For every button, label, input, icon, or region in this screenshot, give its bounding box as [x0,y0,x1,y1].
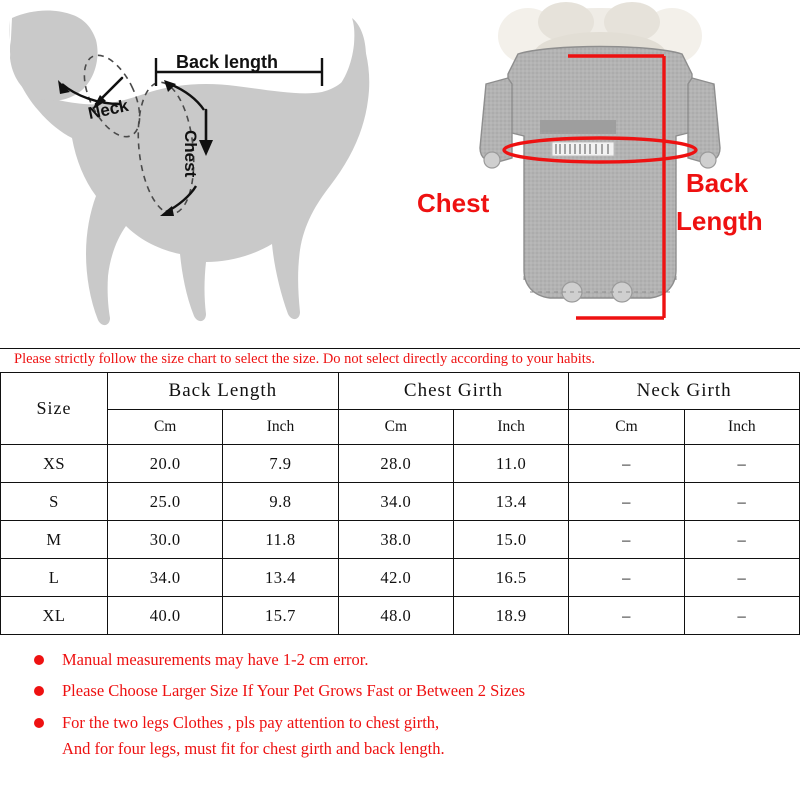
cell-chest-inch: 18.9 [453,597,568,635]
note-item [0,712,800,761]
table-header-units [1,410,800,445]
header-unit-chest-cm: Cm [338,410,453,445]
cell-back-cm: 40.0 [108,597,223,635]
dog-label-neck: Neck [86,95,131,124]
right-sleeve [688,78,720,162]
cell-chest-cm: 42.0 [338,559,453,597]
cell-size: XL [1,597,108,635]
cell-back-cm: 25.0 [108,483,223,521]
cell-back-inch: 15.7 [223,597,338,635]
table-row [1,521,800,559]
warning-bar [0,348,800,372]
right-cuff-button [700,152,716,168]
note-subtext: And for four legs, must fit for chest girth and back length. [62,738,445,758]
coat-label-back: Back [686,168,749,198]
cell-back-inch: 9.8 [223,483,338,521]
header-back-length: Back Length [108,373,339,410]
header-neck-girth: Neck Girth [569,373,800,410]
header-unit-neck-inch: Inch [684,410,799,445]
bullet-icon [34,655,44,665]
cell-back-cm: 30.0 [108,521,223,559]
header-unit-chest-inch: Inch [453,410,568,445]
cell-back-inch: 13.4 [223,559,338,597]
cell-size: L [1,559,108,597]
header-chest-girth: Chest Girth [338,373,569,410]
coat-label-chest: Chest [417,188,490,218]
coat-pocket [540,120,616,134]
cell-size: XS [1,445,108,483]
table-row [1,483,800,521]
cell-size: S [1,483,108,521]
cell-neck-inch: – [684,597,799,635]
table-row [1,445,800,483]
cell-chest-inch: 13.4 [453,483,568,521]
coat-diagram [400,0,800,348]
left-cuff-button [484,152,500,168]
cell-neck-inch: – [684,559,799,597]
bullet-icon [34,686,44,696]
cell-neck-inch: – [684,521,799,559]
cell-chest-cm: 34.0 [338,483,453,521]
cell-neck-cm: – [569,559,684,597]
warning-text: Please strictly follow the size chart to select the size. Do not select directly according to your habits. [14,351,596,367]
cell-neck-cm: – [569,521,684,559]
cell-chest-inch: 16.5 [453,559,568,597]
cell-back-cm: 34.0 [108,559,223,597]
table-row [1,559,800,597]
header-unit-back-inch: Inch [223,410,338,445]
dog-label-back-length: Back length [176,52,279,72]
table-row [1,597,800,635]
header-unit-back-cm: Cm [108,410,223,445]
table-header-groups [1,373,800,410]
header-size: Size [1,373,108,445]
note-text: Please Choose Larger Size If Your Pet Grows Fast or Between 2 Sizes [62,681,525,701]
table-body [1,445,800,635]
dog-diagram [0,0,400,348]
note-text: For the two legs Clothes , pls pay attention to chest girth, [62,712,440,732]
coat-label-length: Length [676,206,763,236]
cell-back-inch: 7.9 [223,445,338,483]
cell-neck-cm: – [569,483,684,521]
size-chart-table [0,372,800,635]
cell-chest-cm: 28.0 [338,445,453,483]
cell-chest-cm: 48.0 [338,597,453,635]
cell-chest-inch: 15.0 [453,521,568,559]
note-text: Manual measurements may have 1-2 cm error. [62,650,369,669]
illustration-area [0,0,800,348]
cell-back-inch: 11.8 [223,521,338,559]
cell-neck-inch: – [684,483,799,521]
note-item [0,680,800,702]
dog-label-chest: Chest [181,130,200,178]
cell-neck-cm: – [569,597,684,635]
coat-label-tag [552,142,614,156]
header-unit-neck-cm: Cm [569,410,684,445]
cell-neck-inch: – [684,445,799,483]
bullet-icon [34,718,44,728]
cell-size: M [1,521,108,559]
left-sleeve [480,78,512,162]
note-item [0,649,800,671]
cell-back-cm: 20.0 [108,445,223,483]
cell-chest-cm: 38.0 [338,521,453,559]
table-header [1,373,800,445]
cell-neck-cm: – [569,445,684,483]
cell-chest-inch: 11.0 [453,445,568,483]
notes-list [0,635,800,760]
